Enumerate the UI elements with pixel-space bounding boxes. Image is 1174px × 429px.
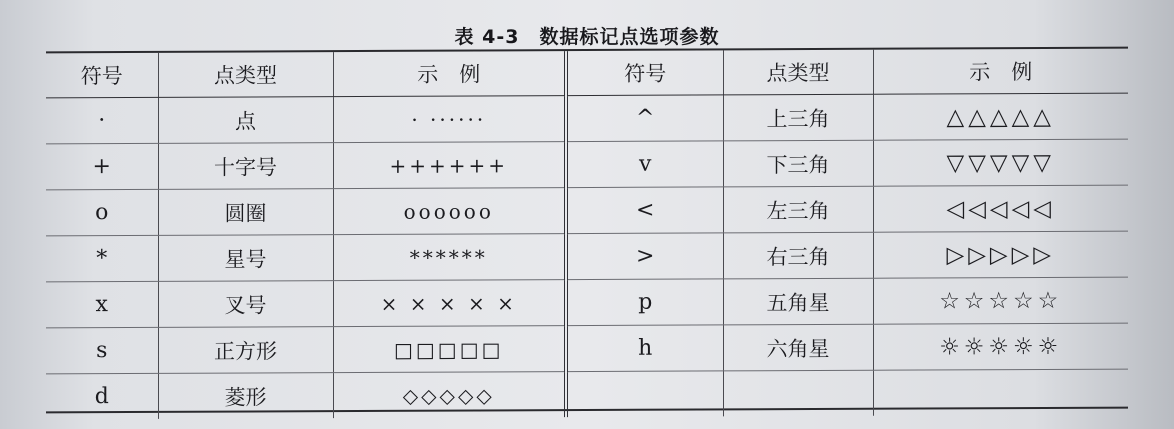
table-row — [46, 277, 1128, 328]
header-row — [46, 49, 1128, 98]
symbol-cell: * — [46, 235, 158, 281]
type-cell: 正方形 — [158, 327, 333, 374]
symbol-cell: o — [46, 189, 158, 235]
symbol-cell — [566, 371, 723, 417]
table-caption: 表 4-3 数据标记点选项参数 — [454, 26, 720, 48]
table-row — [46, 369, 1128, 419]
marker-options-table — [46, 49, 1128, 420]
example-cell: ☆☆☆☆☆ — [873, 277, 1128, 324]
symbol-cell: x — [46, 281, 158, 327]
header-example-right: 示 例 — [873, 49, 1128, 95]
type-cell: 上三角 — [723, 94, 873, 141]
type-cell: 五角星 — [723, 278, 873, 325]
symbol-cell: s — [46, 327, 158, 373]
table-row — [46, 323, 1128, 374]
type-cell — [723, 370, 873, 416]
type-cell: 下三角 — [723, 140, 873, 187]
symbol-cell: h — [566, 325, 723, 372]
symbol-cell: < — [566, 187, 723, 234]
example-cell: △△△△△ — [873, 93, 1128, 140]
symbol-cell: d — [46, 373, 158, 419]
example-cell: ◇◇◇◇◇ — [333, 372, 566, 419]
example-cell: · ······ — [333, 96, 566, 143]
header-type-right: 点类型 — [723, 50, 873, 95]
example-cell: □□□□□ — [333, 326, 566, 373]
symbol-cell: + — [46, 143, 158, 189]
table-row — [46, 93, 1128, 144]
type-cell: 点 — [158, 97, 333, 144]
example-cell: × × × × × — [333, 280, 566, 327]
type-cell: 左三角 — [723, 186, 873, 233]
symbol-cell: · — [46, 97, 158, 143]
header-symbol-right: 符号 — [566, 50, 723, 95]
header-example-left: 示 例 — [333, 51, 566, 97]
type-cell: 叉号 — [158, 281, 333, 328]
example-cell: ▽▽▽▽▽ — [873, 139, 1128, 186]
type-cell: 圆圈 — [158, 189, 333, 236]
type-cell: 菱形 — [158, 373, 333, 419]
symbol-cell: > — [566, 233, 723, 280]
header-symbol-left: 符号 — [46, 53, 158, 98]
example-cell: ****** — [333, 234, 566, 281]
example-cell: ☼☼☼☼☼ — [873, 323, 1128, 370]
table-row — [46, 185, 1128, 236]
symbol-cell: p — [566, 279, 723, 326]
table-row — [46, 139, 1128, 190]
type-cell: 六角星 — [723, 324, 873, 371]
symbol-cell: v — [566, 141, 723, 188]
example-cell: ++++++ — [333, 142, 566, 189]
example-cell: ▷▷▷▷▷ — [873, 231, 1128, 278]
symbol-cell: ^ — [566, 95, 723, 142]
example-cell: oooooo — [333, 188, 566, 235]
type-cell: 十字号 — [158, 143, 333, 190]
type-cell: 右三角 — [723, 232, 873, 279]
marker-options-table-wrapper — [46, 47, 1128, 414]
table-row — [46, 231, 1128, 282]
example-cell — [873, 369, 1128, 416]
header-type-left: 点类型 — [158, 52, 333, 97]
type-cell: 星号 — [158, 235, 333, 282]
example-cell: ◁◁◁◁◁ — [873, 185, 1128, 232]
